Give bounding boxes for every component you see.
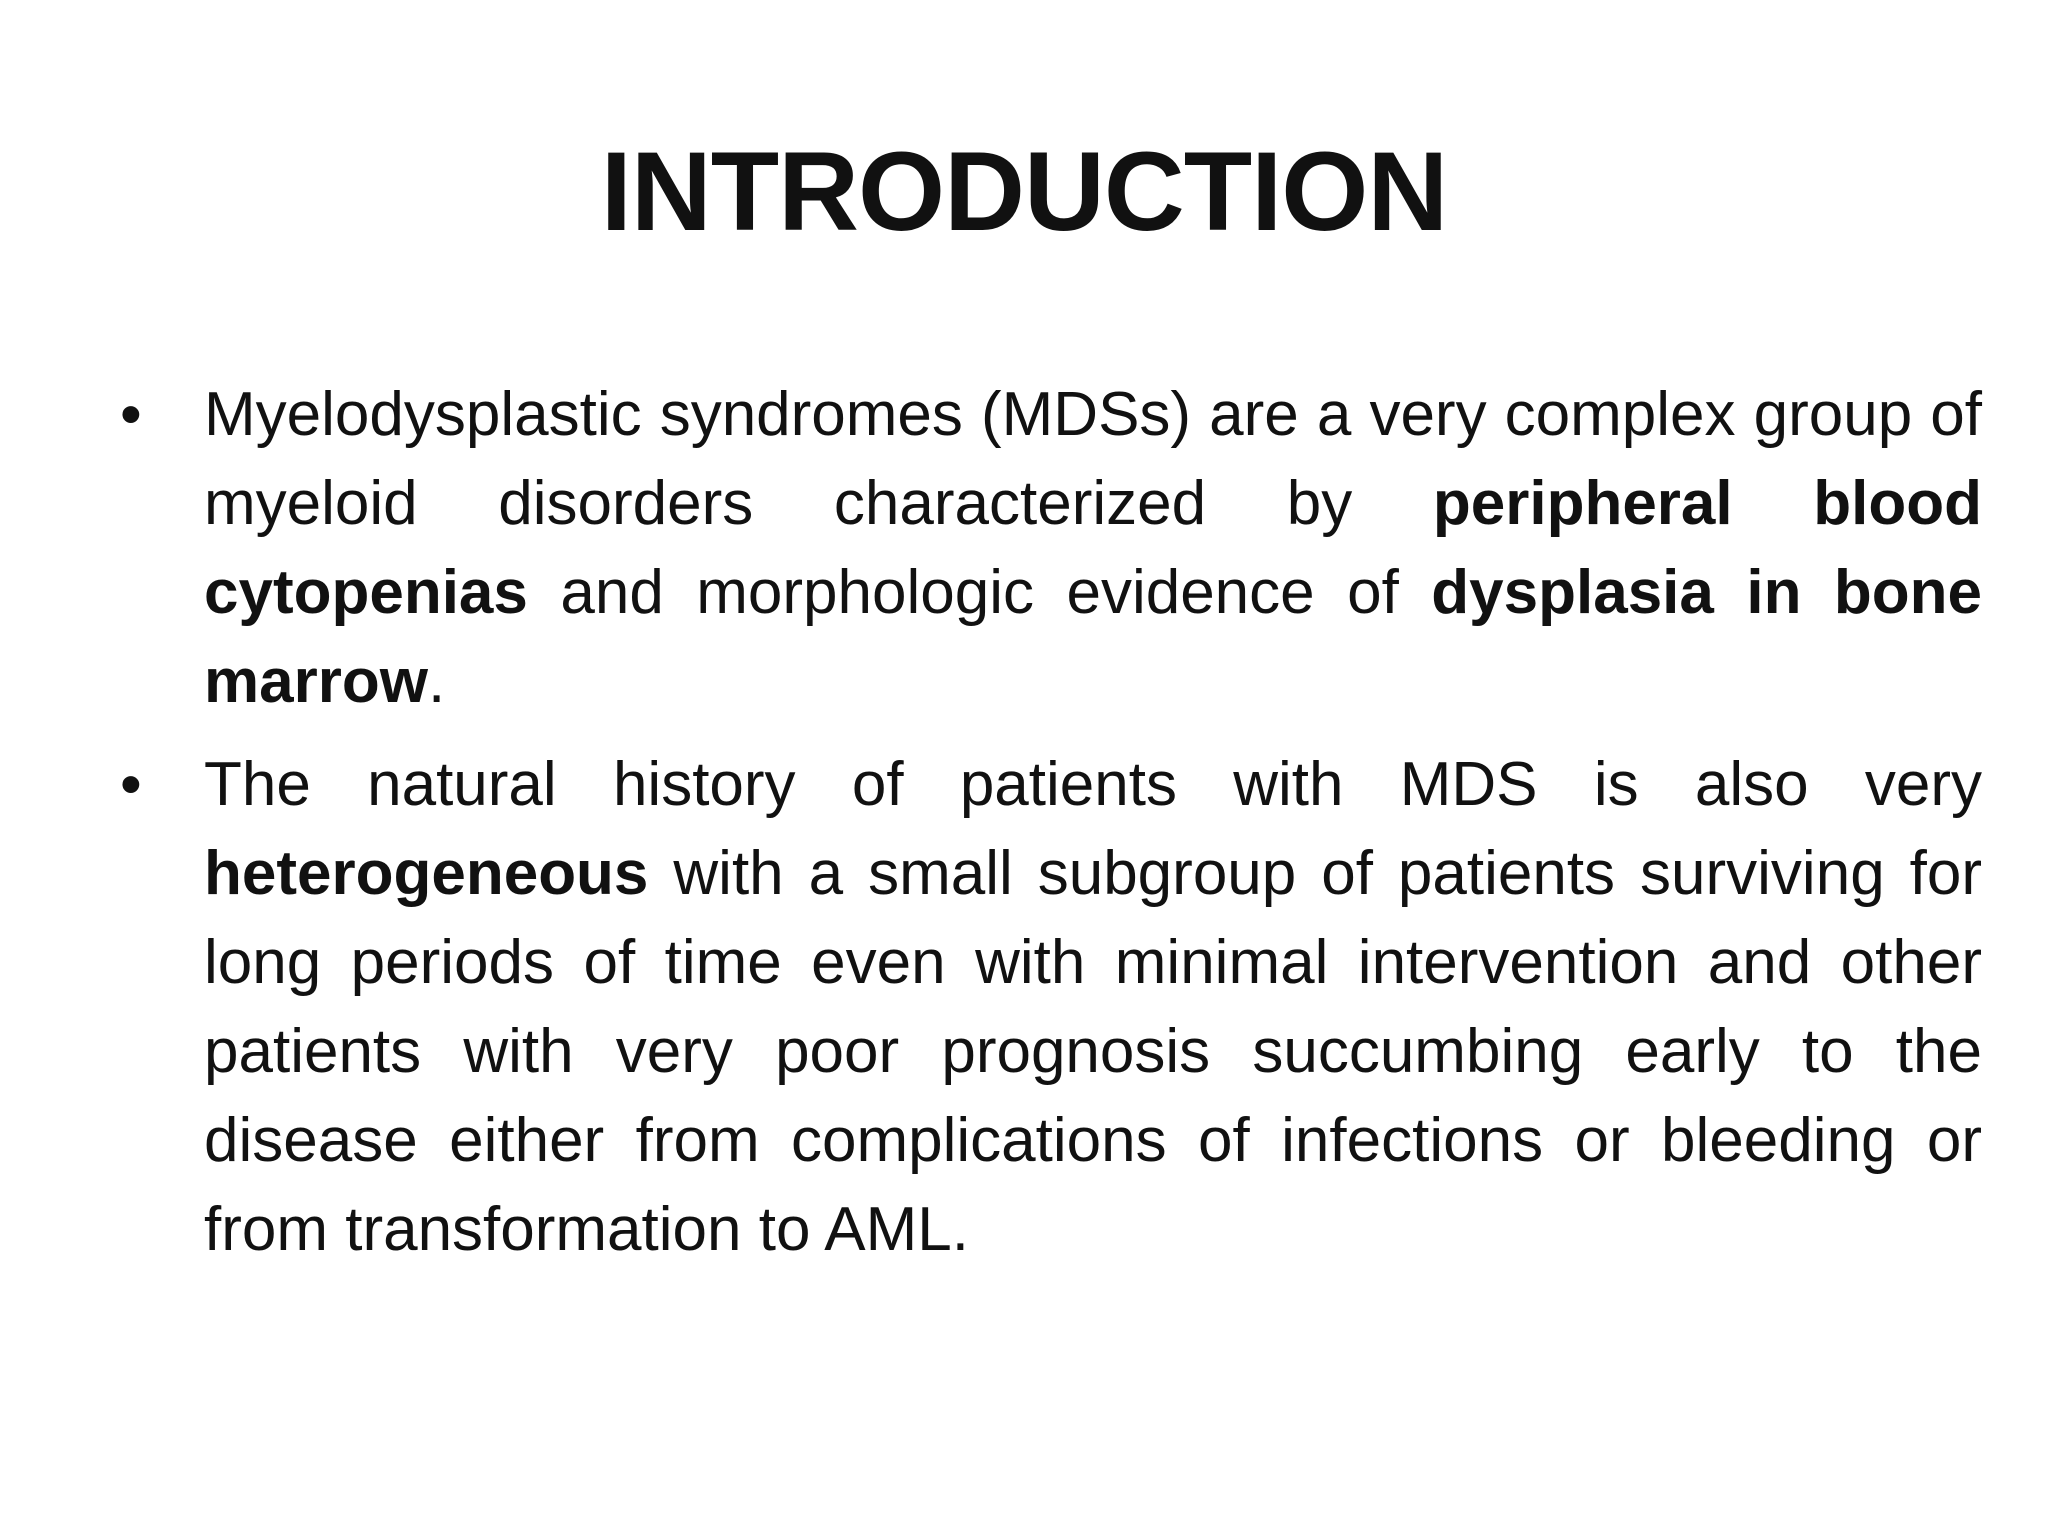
- bullet-text-segment: .: [427, 647, 446, 716]
- bullet-text: [204, 380, 1982, 716]
- slide-title: INTRODUCTION: [600, 129, 1448, 254]
- bullet-text: [204, 750, 1982, 1264]
- bullet-item: [112, 370, 1982, 726]
- bullet-text-segment: The natural history of patients with MDS is also very: [204, 750, 1982, 819]
- bullet-dot-icon: •: [120, 750, 142, 819]
- bullet-text-segment: and morphologic evidence of: [527, 558, 1432, 627]
- bullet-text-bold-segment: peripheral blood cytopenias: [204, 469, 1982, 627]
- bullet-item: [112, 740, 1982, 1274]
- bullet-list: [112, 370, 1982, 1288]
- bullet-text-bold-segment: heterogeneous: [204, 839, 649, 908]
- bullet-text-segment: Myelodysplastic syndromes (MDSs) are a very complex group of myeloid disorders characterized by: [204, 380, 1982, 538]
- bullet-dot-icon: •: [120, 380, 142, 449]
- bullet-text-segment: with a small subgroup of patients surviving for long periods of time even with minimal intervention and other patients with very poor prognosis succumbing early to the disease either from complications of infections or bleeding or from transformation to AML.: [204, 839, 1982, 1264]
- bullet-text-bold-segment: dysplasia in bone marrow: [204, 558, 1982, 716]
